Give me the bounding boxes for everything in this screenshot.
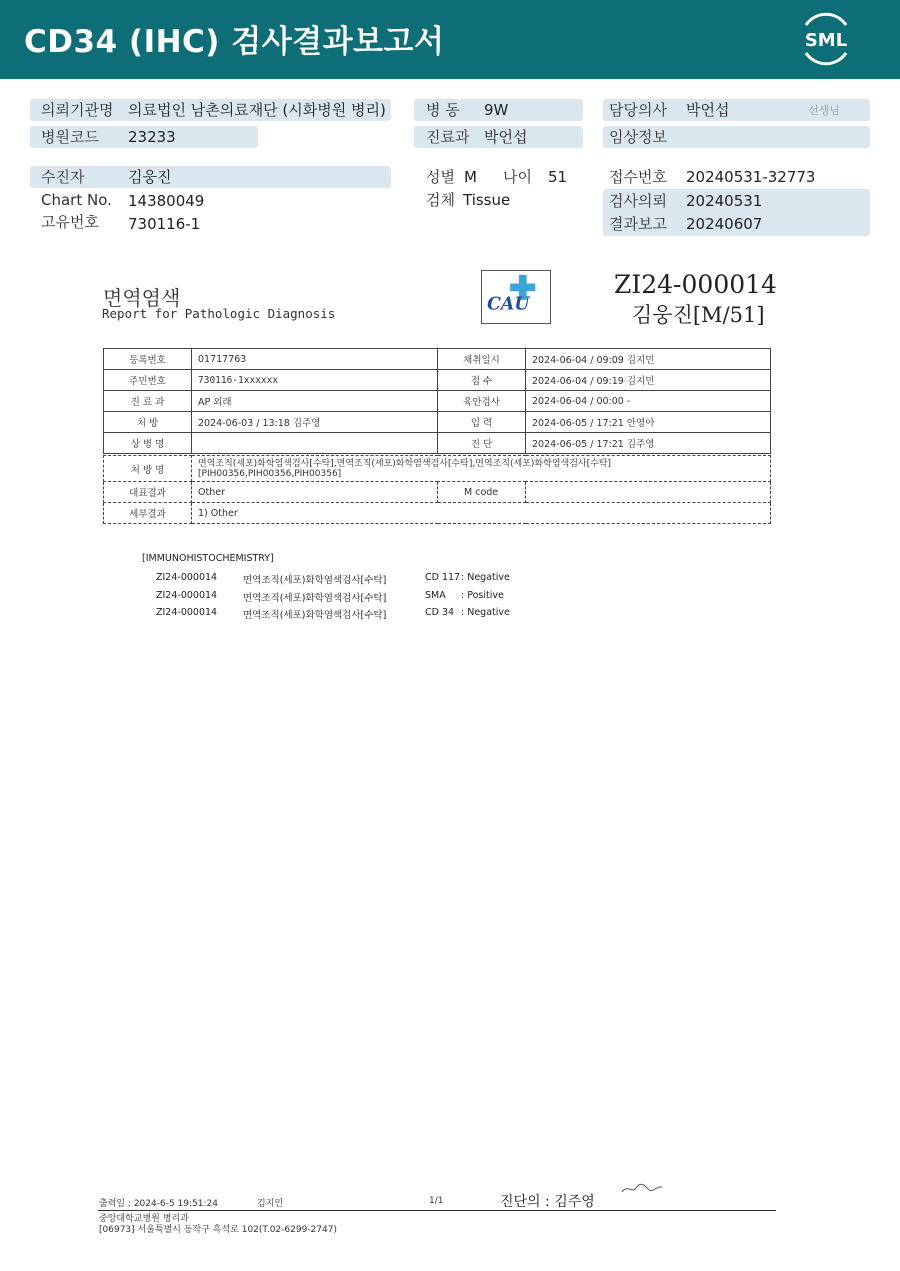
page-number: 1/1	[429, 1196, 444, 1206]
hospital-code-label: 병원코드	[41, 128, 99, 146]
cau-logo-text: CAU	[487, 294, 530, 315]
diagnosis-table	[103, 455, 771, 524]
printed-date: 출력일 : 2024-6-5 19:51:24	[99, 1199, 218, 1209]
diagnosing-doctor: 진단의 : 김주영	[500, 1194, 595, 1210]
chart-label: Chart No.	[41, 191, 112, 209]
sex-value: M	[464, 168, 477, 186]
table-label: 입 력	[438, 412, 526, 433]
footer-divider	[98, 1210, 776, 1211]
table-row	[104, 391, 771, 412]
age-value: 51	[548, 168, 568, 186]
table-row	[104, 349, 771, 370]
ihc-result: : Negative	[461, 572, 510, 583]
ihc-test: 면역조직(세포)화학염색검사[수탁]	[243, 610, 387, 621]
specimen-label: 검체	[426, 191, 455, 209]
table-row	[104, 433, 771, 454]
sml-logo	[796, 11, 856, 67]
detail-label: 세부결과	[104, 503, 192, 524]
report-subtitle: Report for Pathologic Diagnosis	[102, 306, 336, 321]
report-date-value: 20240607	[686, 215, 763, 233]
order-line-2: [PIH00356,PIH00356,PIH00356]	[198, 468, 342, 479]
case-number: ZI24-000014	[614, 270, 777, 299]
table-label: 채취일시	[438, 349, 526, 370]
order-line-1: 면역조직(세포)화학염색검사[수탁],면역조직(세포)화학염색검사[수탁],면역조직(세포)화학염색검사[수탁]	[198, 458, 612, 469]
cau-logo	[481, 270, 551, 324]
table-value: AP 외래	[192, 391, 438, 412]
reception-value: 20240531-32773	[686, 168, 816, 186]
table-value: 2024-06-05 / 17:21 안영아	[526, 412, 771, 433]
detail-value: 1) Other	[192, 503, 771, 524]
hospital-code-value: 23233	[128, 128, 176, 146]
table-row	[104, 482, 771, 503]
table-value: 2024-06-04 / 09:19 김지민	[526, 370, 771, 391]
clinical-label: 임상정보	[609, 128, 667, 146]
table-label: 육안검사	[438, 391, 526, 412]
ihc-result: : Positive	[461, 590, 504, 601]
footer-org: 중앙대학교병원 병리과	[99, 1214, 189, 1224]
table-label: 진 료 과	[104, 391, 192, 412]
ihc-test: 면역조직(세포)화학염색검사[수탁]	[243, 575, 387, 586]
table-value: 01717763	[192, 349, 438, 370]
table-label: 주민번호	[104, 370, 192, 391]
table-row	[104, 370, 771, 391]
rep-diag-label: 대표결과	[104, 482, 192, 503]
uid-value: 730116-1	[128, 215, 201, 233]
ihc-result: : Negative	[461, 607, 510, 618]
specimen-value: Tissue	[463, 191, 511, 209]
uid-label: 고유번호	[41, 213, 99, 231]
department-value: 박언섭	[484, 128, 528, 146]
registration-table	[103, 348, 771, 454]
table-value	[192, 433, 438, 454]
table-label: 등록번호	[104, 349, 192, 370]
table-row	[104, 503, 771, 524]
request-value: 20240531	[686, 192, 763, 210]
ihc-marker: SMA	[425, 590, 446, 601]
ihc-case: ZI24-000014	[156, 590, 218, 601]
institution-value: 의료법인 남촌의료재단 (시화병원 병리)	[128, 101, 386, 119]
ihc-marker: CD 34	[425, 607, 455, 618]
ihc-case: ZI24-000014	[156, 607, 218, 618]
patient-label: 수진자	[41, 168, 85, 186]
institution-label: 의뢰기관명	[41, 101, 114, 119]
table-label: 진 단	[438, 433, 526, 454]
department-label: 진료과	[426, 128, 470, 146]
page-title: CD34 (IHC) 검사결과보고서	[24, 24, 445, 60]
table-row	[104, 412, 771, 433]
rep-diag-value: Other	[192, 482, 438, 503]
table-value: 2024-06-04 / 09:09 김지민	[526, 349, 771, 370]
ihc-heading: [IMMUNOHISTOCHEMISTRY]	[142, 553, 274, 564]
table-label: 접 수	[438, 370, 526, 391]
ward-label: 병 동	[426, 101, 460, 119]
table-value: 2024-06-03 / 13:18 김주영	[192, 412, 438, 433]
mcode-label: M code	[438, 482, 526, 503]
printed-by: 김지민	[257, 1199, 284, 1209]
report-title: 면역염색	[103, 286, 181, 310]
doctor-value: 박언섭	[686, 101, 730, 119]
ihc-test: 면역조직(세포)화학염색검사[수탁]	[243, 593, 387, 604]
table-value: 2024-06-04 / 00:00 -	[526, 391, 771, 412]
signature	[620, 1180, 664, 1196]
report-date-label: 결과보고	[609, 215, 667, 233]
footer-address: [06973] 서울특별시 동작구 흑석로 102(T.02-6299-2747)	[99, 1225, 337, 1235]
report-header	[0, 0, 900, 79]
order-value	[192, 456, 771, 482]
table-label: 상 병 명	[104, 433, 192, 454]
sex-label: 성별	[426, 168, 455, 186]
age-label: 나이	[503, 168, 532, 186]
doctor-suffix: 선생님	[808, 104, 840, 117]
table-value: 730116-1xxxxxx	[192, 370, 438, 391]
chart-value: 14380049	[128, 192, 205, 210]
ihc-case: ZI24-000014	[156, 572, 218, 583]
order-label: 처 방 명	[104, 456, 192, 482]
table-label: 처 방	[104, 412, 192, 433]
ihc-marker: CD 117	[425, 572, 461, 583]
mcode-value	[526, 482, 771, 503]
patient-value: 김웅진	[128, 168, 172, 186]
reception-label: 접수번호	[609, 168, 667, 186]
sml-logo-text: SML	[804, 30, 848, 51]
request-label: 검사의뢰	[609, 192, 667, 210]
doctor-label: 담당의사	[609, 101, 667, 119]
case-patient: 김웅진[M/51]	[632, 303, 765, 327]
ward-value: 9W	[484, 101, 509, 119]
table-value: 2024-06-05 / 17:21 김주영	[526, 433, 771, 454]
table-row	[104, 456, 771, 482]
